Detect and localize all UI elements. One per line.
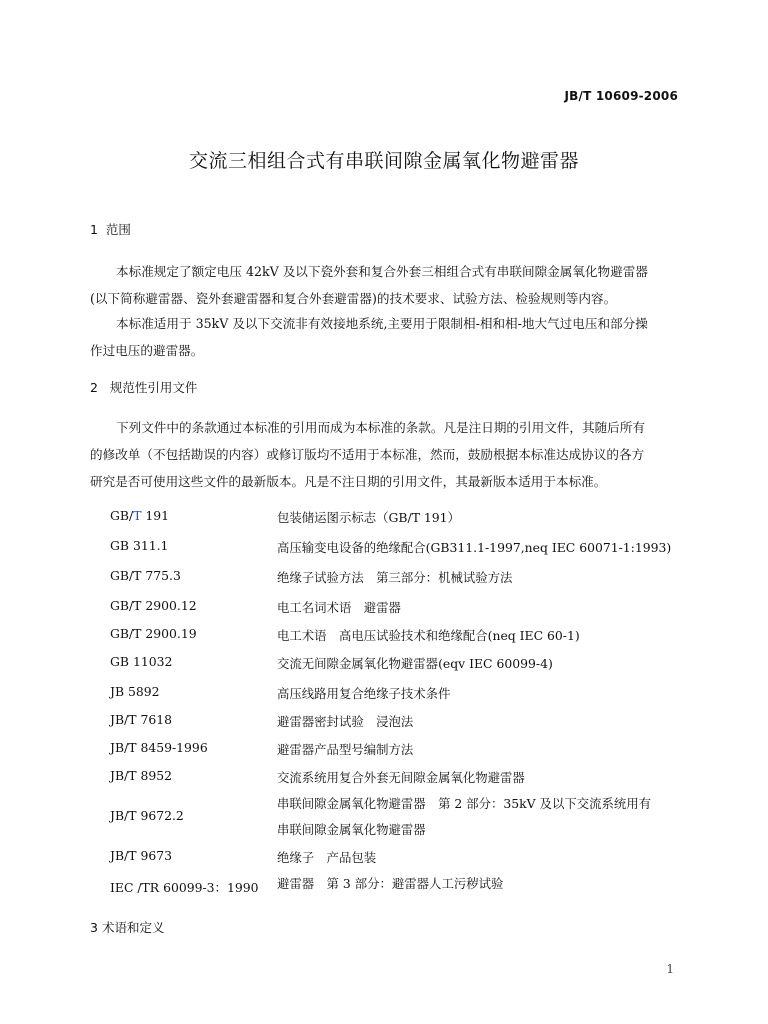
reference-code: GB/T 2900.12	[110, 598, 197, 613]
section-1-paragraph-1	[90, 258, 680, 312]
reference-title: 交流系统用复合外套无间隙金属氧化物避雷器	[277, 770, 525, 785]
paragraph-line: 本标准规定了额定电压 42kV 及以下瓷外套和复合外套三相组合式有串联间隙金属氧化物避雷器	[116, 264, 648, 279]
section-1-number: 1	[90, 222, 98, 237]
reference-code: JB 5892	[110, 684, 160, 699]
reference-code: JB/T 8952	[110, 768, 172, 783]
reference-title: 高压输变电设备的绝缘配合(GB311.1-1997,neq IEC 60071-1:1993)	[277, 540, 672, 555]
reference-code: JB/T 8459-1996	[110, 740, 208, 755]
paragraph-line: (以下简称避雷器、瓷外套避雷器和复合外套避雷器)的技术要求、试验方法、检验规则等内容。	[90, 291, 617, 306]
standard-code: JB/T 10609-2006	[564, 89, 678, 103]
document-title: 交流三相组合式有串联间隙金属氧化物避雷器	[188, 150, 579, 172]
reference-code: JB/T 7618	[110, 712, 172, 727]
section-3-number: 3	[90, 920, 98, 935]
reference-title: 避雷器产品型号编制方法	[277, 742, 414, 757]
paragraph-line: 下列文件中的条款通过本标准的引用而成为本标准的条款。凡是注日期的引用文件，其随后所有	[116, 420, 645, 435]
section-3-title: 术语和定义	[101, 920, 165, 935]
reference-code: IEC /TR 60099-3：1990	[110, 880, 259, 895]
section-1-title: 范围	[105, 222, 131, 237]
reference-title: 电工名词术语 避雷器	[277, 600, 401, 615]
paragraph-line: 研究是否可使用这些文件的最新版本。凡是不注日期的引用文件，其最新版本适用于本标准。	[90, 474, 607, 489]
reference-title: 电工术语 高电压试验技术和绝缘配合(neq IEC 60-1)	[277, 628, 580, 643]
reference-title-continued: 串联间隙金属氧化物避雷器	[277, 822, 426, 837]
paragraph-line: 本标准适用于 35kV 及以下交流非有效接地系统,主要用于限制相-相和相-地大气过电压和部分操	[116, 316, 648, 331]
reference-title: 绝缘子试验方法 第三部分：机械试验方法	[277, 570, 513, 585]
reference-code: GB/T 191	[110, 508, 170, 523]
paragraph-line: 的修改单（不包括勘误的内容）或修订版均不适用于本标准，然而，鼓励根据本标准达成协议的各方	[90, 447, 645, 462]
reference-code: JB/T 9672.2	[110, 808, 184, 823]
section-1-paragraph-2	[90, 310, 680, 364]
reference-title: 交流无间隙金属氧化物避雷器(eqv IEC 60099-4)	[277, 656, 553, 671]
section-2-paragraph	[90, 414, 680, 495]
paragraph-line: 作过电压的避雷器。	[90, 343, 204, 358]
page-number: 1	[666, 962, 674, 976]
section-2-number: 2	[90, 380, 98, 395]
section-2-title: 规范性引用文件	[109, 380, 198, 395]
section-3-heading	[90, 918, 164, 936]
reference-title: 绝缘子 产品包装	[277, 850, 377, 865]
reference-code: GB/T 775.3	[110, 568, 181, 583]
reference-title: 避雷器 第 3 部分：避雷器人工污秽试验	[277, 876, 504, 891]
reference-code: JB/T 9673	[110, 848, 172, 863]
reference-title: 高压线路用复合绝缘子技术条件	[277, 686, 451, 701]
section-2-heading	[90, 378, 197, 396]
reference-code: GB 311.1	[110, 538, 169, 553]
reference-title: 避雷器密封试验 浸泡法	[277, 714, 414, 729]
reference-title: 包装储运图示标志（GB/T 191）	[277, 510, 460, 525]
reference-title: 串联间隙金属氧化物避雷器 第 2 部分：35kV 及以下交流系统用有	[277, 796, 652, 811]
section-1-heading	[90, 220, 131, 238]
reference-code: GB/T 2900.19	[110, 626, 197, 641]
reference-code: GB 11032	[110, 654, 173, 669]
